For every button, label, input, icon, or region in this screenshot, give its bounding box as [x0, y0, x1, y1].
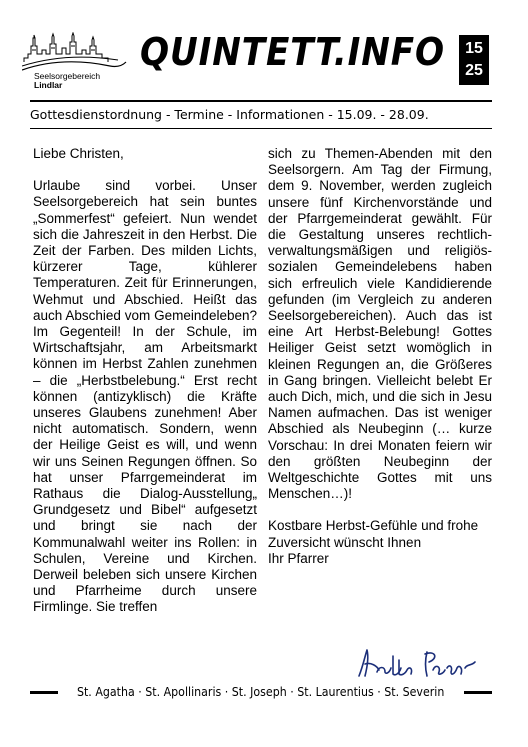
footer-rule-left: [30, 691, 58, 694]
letter-greeting: Liebe Christen,: [33, 146, 124, 161]
handwritten-signature-icon: [355, 646, 485, 682]
church-skyline-icon: [22, 32, 132, 72]
newsletter-title: QUINTETT.INFO: [140, 30, 446, 74]
subtitle-rule: [30, 128, 492, 129]
paragraph-gap: [268, 502, 492, 518]
logo-text-town: Lindlar: [34, 80, 63, 90]
parish-logo: [22, 32, 132, 90]
letter-signoff: Ihr Pfarrer: [268, 550, 329, 566]
logo-text-region: Seelsorgebereich: [34, 71, 101, 81]
paragraph-gap: [33, 162, 257, 178]
letter-column-left: [33, 146, 257, 616]
pastor-signature: [355, 646, 485, 682]
issue-number: 15: [465, 40, 483, 57]
header-rule: [30, 100, 492, 102]
footer-bar: [30, 682, 492, 702]
letter-paragraph-left: Urlaube sind vorbei. Unser Seelsorgebereich hat sein buntes „Sommerfest“ gefeiert. Nun wendet sich die Jahreszeit in den Herbst. Die Zeit der Farben. Des milden Lichts, kürzerer Tage, kühlerer Temperaturen. Zeit für Erinnerungen, Wehmut und Abschied. Heißt das auch Abschied vom Gemeindeleben? Im Gegenteil! In der Schule, im Wirtschaftsjahr, am Arbeitsmarkt können im Herbst Zahlen zunehmen – die „Herbstbelebung.“ Erst recht können (antizyklisch) die Kräfte unseres Glaubens zunehmen! Aber nicht automatisch. Sondern, wenn der Heilige Geist es will, und wenn wir uns Seinen Regungen öffnen. So hat unser Pfarrgemeinderat im Rathaus die Dialog-Ausstellung„ Grundgesetz und Bibel“ aufgesetzt und bringt sie nach der Kommunalwahl weiter ins Rollen: in Schulen, Vereine und Kirchen. Derweil beleben sich unsere Kirchen und Pfarrheime durch unsere Firmlinge. Sie treffen: [33, 178, 257, 615]
newsletter-subtitle: Gottesdienstordnung - Termine - Informationen - 15.09. - 28.09.: [30, 107, 429, 122]
footer-rule-right: [464, 691, 492, 694]
letter-column-right: [268, 146, 492, 567]
issue-badge: [459, 35, 489, 85]
footer-parish-list: St. Agatha · St. Apollinaris · St. Joseph · St. Laurentius · St. Severin: [77, 685, 445, 699]
letter-paragraph-right: sich zu Themen-Abenden mit den Seelsorgern. Am Tag der Firmung, dem 9. November, werden zugleich unsere fünf Kirchenvorstände und der Pfarrgemeinderat gewählt. Für die Gestaltung unseres rechtlich-verwaltungsmäßigen und religiös-sozialen Gemeindelebens haben sich erfreulich viele Kandidierende gefunden (im Vergleich zu anderen Seelsorgebereichen). Auch das ist eine Art Herbst-Belebung! Gottes Heiliger Geist setzt womöglich in kleinen Regungen an, die Größeres in Gang bringen. Vielleicht belebt Er auch Dich, mich, und die sich in Jesu Namen aufmachen. Das ist weniger Abschied als Neubeginn (… kurze Vorschau: In drei Monaten feiern wir den größten Neubeginn der Weltgeschichte Gottes mit uns Menschen…)!: [268, 146, 492, 502]
letter-closing: Kostbare Herbst-Gefühle und frohe Zuversicht wünscht Ihnen: [268, 518, 479, 550]
issue-year: 25: [465, 62, 483, 79]
